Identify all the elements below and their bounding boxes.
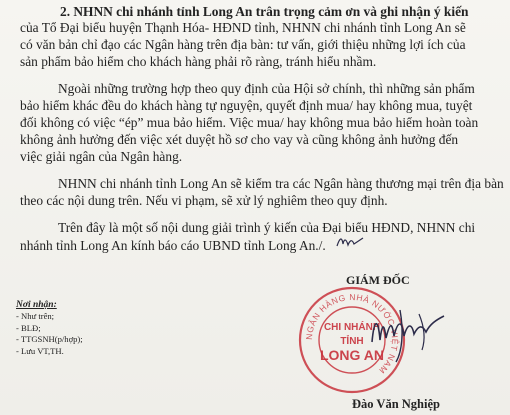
signature-position-title: GIÁM ĐỐC (346, 273, 410, 287)
paragraph-1-line-1: 2. NHNN chi nhánh tỉnh Long An trân trọng cảm ơn và ghi nhận ý kiến (60, 4, 469, 19)
recipient-item: - BLĐ; (16, 322, 41, 333)
recipients-title: Nơi nhận: (16, 300, 57, 310)
paragraph-1-line-3: có văn bản chỉ đạo các Ngân hàng trên địa bàn: tư vấn, giới thiệu những lợi ích của (20, 37, 466, 52)
stamp-line-2: TỈNH (340, 336, 364, 347)
paragraph-2-line-5: việc giải ngân của Ngân hàng. (20, 149, 183, 164)
recipient-item: - Như trên; (16, 311, 55, 321)
paragraph-2-line-2: bảo hiểm khác đều do khách hàng tự nguyện, quyết định mua/ hay không mua, tuyệt (20, 98, 473, 113)
signer-name: Đào Văn Nghiệp (352, 397, 440, 411)
recipient-item: - TTGSNH(p/hợp); (16, 334, 83, 344)
paragraph-1-line-4: sản phẩm bảo hiểm cho khách hàng phải rõ ràng, tránh hiểu nhầm. (20, 54, 377, 69)
paragraph-2-line-1: Ngoài những trường hợp theo quy định của Hội sở chính, thì những sản phẩm (58, 81, 475, 96)
paragraph-3-line-1: NHNN chi nhánh tỉnh Long An sẽ kiểm tra các Ngân hàng thương mại trên địa bàn (58, 176, 504, 191)
recipients-block (16, 299, 83, 357)
recipient-item: - Lưu VT,TH. (16, 345, 64, 356)
stamp-ring-text: NGÂN HÀNG NHÀ NƯỚC VIỆT NAM (303, 291, 401, 376)
handwritten-signature (364, 302, 456, 368)
stamp-line-3: LONG AN (319, 347, 385, 363)
paragraph-4-line-2: nhánh tỉnh Long An kính báo cáo UBND tỉnh Long An./. (20, 238, 326, 253)
stamp-line-1: CHI NHÁNH (323, 322, 381, 333)
paragraph-3-line-2: theo các nội dung trên. Nếu vi phạm, sẽ xử lý nghiêm theo quy định. (20, 193, 388, 208)
paragraph-2-line-3: đối không có việc “ép” mua bảo hiểm. Việc mua/ hay không mua bảo hiểm hoàn toàn (20, 115, 479, 130)
paragraph-1-line-2: của Tổ Đại biểu huyện Thạnh Hóa- HĐND tỉnh, NHNN chi nhánh tỉnh Long An sẽ (20, 20, 466, 35)
paragraph-2-line-4: không ảnh hưởng đến việc xét duyệt hồ sơ cho vay và cũng không ảnh hưởng đến (20, 132, 459, 147)
paragraph-4-line-1: Trên đây là một số nội dung giải trình ý kiến của Đại biểu HĐND, NHNN chi (58, 220, 476, 235)
handwritten-initials-mark (335, 235, 365, 249)
